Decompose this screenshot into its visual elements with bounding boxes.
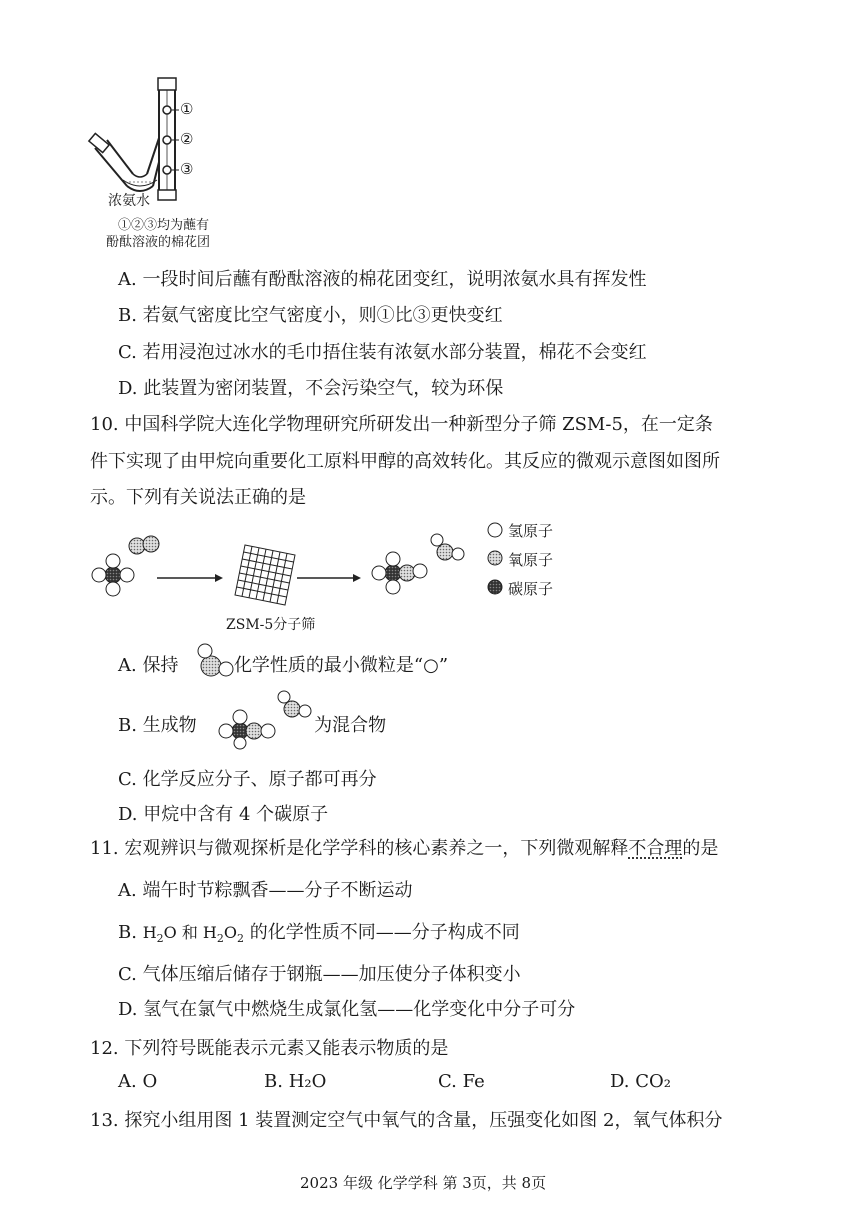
page-footer: 2023 年级 化学学科 第 3页，共 8页	[300, 1174, 547, 1192]
option-letter: C.	[438, 1071, 457, 1092]
q13-stem	[90, 1106, 722, 1132]
q12-option-d	[610, 1071, 671, 1092]
caption-line-2: 酚酞溶液的棉花团	[106, 235, 211, 250]
q9-option-d	[118, 374, 503, 400]
q11-option-a	[118, 876, 412, 902]
q10-option-d	[118, 800, 328, 826]
q12-option-b	[264, 1071, 326, 1092]
option-text: 氢气在氯气中燃烧生成氯化氢——化学变化中分子可分	[143, 999, 576, 1020]
water-molecule	[431, 534, 464, 560]
q9-option-c	[118, 338, 647, 364]
q10-stem-line-1	[90, 410, 713, 436]
option-text: 一段时间后蘸有酚酞溶液的棉花团变红，说明浓氨水具有挥发性	[142, 269, 647, 290]
liquid-label: 浓氨水	[108, 193, 150, 209]
q11-option-c	[118, 960, 521, 986]
option-letter: D.	[610, 1071, 630, 1092]
option-letter: A.	[118, 269, 137, 290]
methane-molecule	[92, 554, 134, 596]
option-letter: B.	[118, 922, 137, 943]
marker-3: ③	[180, 160, 194, 178]
option-text: O	[142, 1071, 158, 1092]
option-letter: A.	[118, 655, 137, 676]
question-number: 13.	[90, 1110, 119, 1131]
question-number: 10.	[90, 414, 119, 435]
q12-option-a	[118, 1071, 157, 1092]
marker-2: ②	[180, 130, 194, 148]
legend-hydrogen: 氢原子	[508, 522, 554, 540]
option-letter: A.	[118, 1071, 137, 1092]
option-letter: C.	[118, 342, 137, 363]
option-text: CO₂	[635, 1071, 671, 1092]
stem-text: 下列符号既能表示元素又能表示物质的是	[124, 1038, 449, 1059]
option-text: Fe	[462, 1071, 485, 1092]
option-letter: D.	[118, 999, 138, 1020]
sieve-grid	[235, 545, 295, 605]
q10-stem-line-3: 示。下列有关说法正确的是	[90, 487, 306, 508]
option-text-pre: 生成物	[142, 715, 197, 736]
option-text-post: 化学性质的最小微粒是“○”	[233, 655, 449, 676]
methanol-molecule	[372, 552, 427, 594]
question-number: 12.	[90, 1038, 119, 1059]
option-text: 若用浸泡过冰水的毛巾捂住装有浓氨水部分装置，棉花不会变红	[142, 342, 647, 363]
products-icon	[212, 685, 322, 745]
sieve-label: ZSM-5分子筛	[226, 617, 316, 633]
q11-option-d	[118, 995, 575, 1021]
q10-option-a	[118, 651, 448, 677]
caption-line-1: ①②③均为蘸有	[118, 218, 210, 233]
stem-text: 中国科学院大连化学物理研究所研发出一种新型分子筛 ZSM-5，在一定条	[124, 414, 713, 435]
option-text: 气体压缩后储存于钢瓶——加压使分子体积变小	[142, 964, 521, 985]
q11-stem	[90, 834, 718, 860]
formula-h2o-h2o2: $H_2O$ 和 $H_2O_2$	[142, 923, 245, 946]
q9-option-b	[118, 301, 503, 327]
option-text: 若氨气密度比空气密度小，则①比③更快变红	[142, 305, 503, 326]
stem-end: 的是	[682, 838, 719, 859]
legend-oxygen: 氧原子	[508, 551, 554, 569]
option-letter: B.	[118, 715, 137, 736]
option-text: 端午时节粽飘香——分子不断运动	[142, 880, 413, 901]
option-text: H₂O	[288, 1071, 327, 1092]
legend-carbon: 碳原子	[508, 580, 554, 598]
marker-1: ①	[180, 100, 194, 118]
option-text: 化学反应分子、原子都可再分	[142, 769, 377, 790]
option-letter: B.	[118, 305, 137, 326]
water-molecule-icon	[193, 642, 243, 682]
q12-stem	[90, 1034, 448, 1060]
option-letter: A.	[118, 880, 137, 901]
option-letter: D.	[118, 378, 138, 399]
oxygen-molecule	[129, 536, 159, 554]
q10-stem-line-2: 件下实现了由甲烷向重要化工原料甲醇的高效转化。其反应的微观示意图如图所	[90, 451, 720, 472]
stem-text: 宏观辨识与微观探析是化学学科的核心素养之一，下列微观解释	[124, 838, 629, 859]
option-text-post: 为混合物	[314, 715, 387, 736]
option-letter: D.	[118, 804, 138, 825]
stem-emphasis: 不合理	[628, 838, 683, 859]
q11-option-b	[118, 918, 520, 945]
option-text: 的化学性质不同——分子构成不同	[249, 922, 520, 943]
q9-option-a	[118, 265, 646, 291]
question-number: 11.	[90, 838, 119, 859]
option-letter: C.	[118, 769, 137, 790]
option-text-pre: 保持	[142, 655, 179, 676]
q10-option-c	[118, 765, 377, 791]
legend-icons	[486, 520, 506, 600]
option-text: 此装置为密闭装置，不会污染空气，较为环保	[143, 378, 504, 399]
option-text: 甲烷中含有 4 个碳原子	[143, 804, 329, 825]
stem-text: 探究小组用图 1 装置测定空气中氧气的含量，压强变化如图 2，氧气体积分	[124, 1110, 723, 1131]
apparatus-drawing	[85, 78, 235, 208]
option-letter: B.	[264, 1071, 283, 1092]
option-letter: C.	[118, 964, 137, 985]
q12-option-c	[438, 1071, 485, 1092]
